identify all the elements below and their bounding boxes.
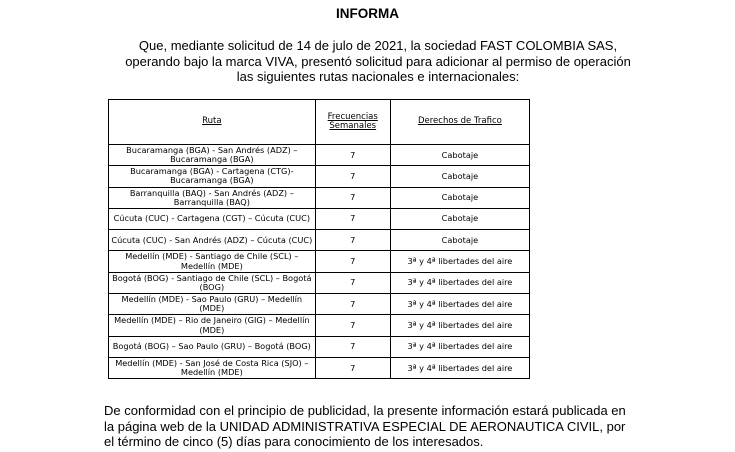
closing-line: De conformidad con el principio de publicidad, la presente información estará publicada en bbox=[104, 403, 626, 418]
cell-derechos: 3ª y 4ª libertades del aire bbox=[390, 272, 529, 293]
cell-frecuencias: 7 bbox=[315, 272, 390, 293]
table-row bbox=[109, 230, 530, 251]
table-body bbox=[109, 145, 530, 379]
table-row bbox=[109, 208, 530, 229]
cell-ruta: Medellín (MDE) - Santiago de Chile (SCL) – Medellín (MDE) bbox=[109, 251, 316, 272]
table-row bbox=[109, 272, 530, 293]
cell-ruta: Bogotá (BOG) – Sao Paulo (GRU) – Bogotá (BOG) bbox=[109, 336, 316, 357]
cell-derechos: 3ª y 4ª libertades del aire bbox=[390, 315, 529, 336]
cell-ruta: Bogotá (BOG) - Santiago de Chile (SCL) – Bogotá (BOG) bbox=[109, 272, 316, 293]
table-header-row bbox=[109, 100, 530, 145]
table-row bbox=[109, 166, 530, 187]
table-row bbox=[109, 357, 530, 378]
closing-line: la página web de la UNIDAD ADMINISTRATIVA ESPECIAL DE AERONAUTICA CIVIL, por bbox=[104, 418, 626, 434]
cell-frecuencias: 7 bbox=[315, 336, 390, 357]
intro-line: Que, mediante solicitud de 14 de julo de 2021, la sociedad FAST COLOMBIA SAS, bbox=[138, 38, 618, 53]
closing-paragraph bbox=[104, 403, 644, 450]
cell-ruta: Barranquilla (BAQ) - San Andrés (ADZ) – Barranquilla (BAQ) bbox=[109, 187, 316, 208]
cell-frecuencias: 7 bbox=[315, 208, 390, 229]
cell-frecuencias: 7 bbox=[315, 357, 390, 378]
cell-ruta: Bucaramanga (BGA) - Cartagena (CTG)- Bucaramanga (BGA) bbox=[109, 166, 316, 187]
table-row bbox=[109, 187, 530, 208]
cell-derechos: Cabotaje bbox=[390, 187, 529, 208]
cell-ruta: Bucaramanga (BGA) - San Andrés (ADZ) – Bucaramanga (BGA) bbox=[109, 145, 316, 166]
cell-ruta: Medellín (MDE) – Rio de Janeiro (GIG) – Medellín (MDE) bbox=[109, 315, 316, 336]
cell-derechos: Cabotaje bbox=[390, 230, 529, 251]
cell-ruta: Medellín (MDE) - Sao Paulo (GRU) – Medellín (MDE) bbox=[109, 294, 316, 315]
cell-ruta: Cúcuta (CUC) - San Andrés (ADZ) – Cúcuta (CUC) bbox=[109, 230, 316, 251]
cell-ruta: Cúcuta (CUC) - Cartagena (CGT) – Cúcuta (CUC) bbox=[109, 208, 316, 229]
table-row bbox=[109, 336, 530, 357]
cell-derechos: Cabotaje bbox=[390, 145, 529, 166]
cell-derechos: Cabotaje bbox=[390, 166, 529, 187]
intro-paragraph bbox=[100, 38, 656, 85]
cell-derechos: 3ª y 4ª libertades del aire bbox=[390, 336, 529, 357]
intro-line: operando bajo la marca VIVA, presentó solicitud para adicionar al permiso de operación bbox=[125, 53, 631, 69]
cell-derechos: Cabotaje bbox=[390, 208, 529, 229]
cell-frecuencias: 7 bbox=[315, 187, 390, 208]
header-ruta: Ruta bbox=[109, 100, 316, 145]
table-row bbox=[109, 145, 530, 166]
closing-line: el término de cinco (5) días para conocimiento de los interesados. bbox=[104, 434, 484, 449]
table-row bbox=[109, 315, 530, 336]
routes-table bbox=[108, 99, 530, 379]
cell-derechos: 3ª y 4ª libertades del aire bbox=[390, 357, 529, 378]
cell-frecuencias: 7 bbox=[315, 230, 390, 251]
cell-derechos: 3ª y 4ª libertades del aire bbox=[390, 294, 529, 315]
intro-line: las siguientes rutas nacionales e internacionales: bbox=[236, 69, 520, 84]
cell-derechos: 3ª y 4ª libertades del aire bbox=[390, 251, 529, 272]
cell-frecuencias: 7 bbox=[315, 251, 390, 272]
table-row bbox=[109, 294, 530, 315]
table-row bbox=[109, 251, 530, 272]
cell-frecuencias: 7 bbox=[315, 166, 390, 187]
document-title: INFORMA bbox=[336, 6, 399, 21]
header-frecuencias: Frecuencias Semanales bbox=[315, 100, 390, 145]
header-derechos: Derechos de Trafico bbox=[390, 100, 529, 145]
cell-frecuencias: 7 bbox=[315, 315, 390, 336]
cell-ruta: Medellín (MDE) - San José de Costa Rica (SJO) – Medellín (MDE) bbox=[109, 357, 316, 378]
cell-frecuencias: 7 bbox=[315, 145, 390, 166]
cell-frecuencias: 7 bbox=[315, 294, 390, 315]
